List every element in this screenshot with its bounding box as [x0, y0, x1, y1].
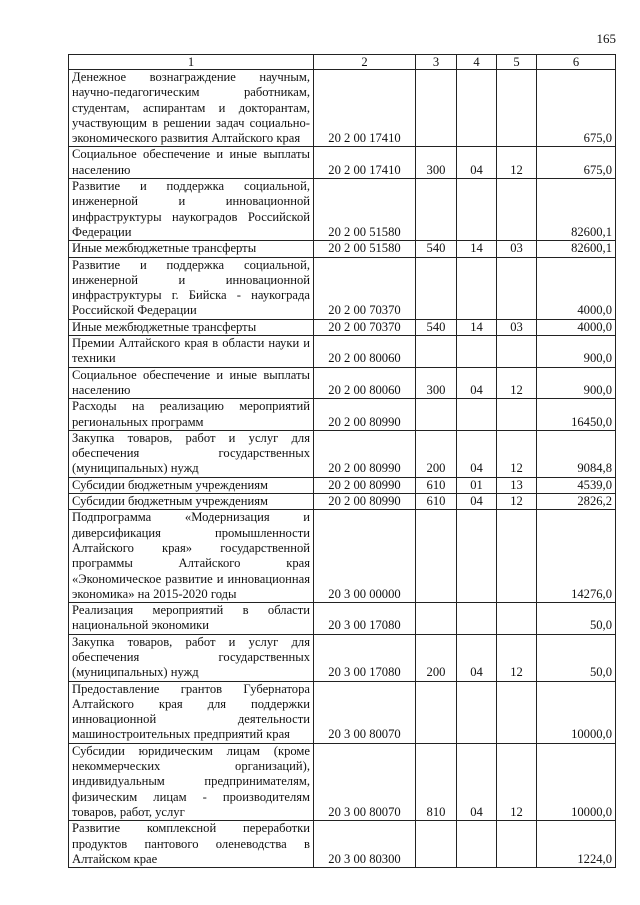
- table-header: [69, 55, 616, 70]
- target-code: 20 2 00 17410: [314, 70, 416, 147]
- header-col-2: 2: [314, 55, 416, 70]
- section-code: 04: [457, 147, 497, 179]
- amount: 9084,8: [537, 430, 616, 477]
- amount: 675,0: [537, 70, 616, 147]
- section-code: [457, 257, 497, 319]
- subsection-code: [497, 603, 537, 635]
- expense-type: 540: [416, 241, 457, 257]
- target-code: 20 2 00 51580: [314, 241, 416, 257]
- table-row: [69, 477, 616, 493]
- expense-type: [416, 257, 457, 319]
- item-name: Денежное вознаграждение научным, научно-педагогическим работникам, студентам, аспирантам и докторантам, участвующим в решении задач социально-экономического развития Алтайского края: [69, 70, 314, 147]
- page-number: 165: [596, 31, 616, 46]
- table-row: [69, 603, 616, 635]
- target-code: 20 2 00 51580: [314, 179, 416, 241]
- subsection-code: [497, 336, 537, 368]
- expense-type: [416, 821, 457, 868]
- item-name: Социальное обеспечение и иные выплаты населению: [69, 367, 314, 399]
- subsection-code: [497, 821, 537, 868]
- item-name: Субсидии бюджетным учреждениям: [69, 477, 314, 493]
- amount: 1224,0: [537, 821, 616, 868]
- subsection-code: [497, 399, 537, 431]
- section-code: 04: [457, 634, 497, 681]
- budget-table: [68, 54, 616, 868]
- subsection-code: 12: [497, 430, 537, 477]
- section-code: 04: [457, 367, 497, 399]
- expense-type: [416, 336, 457, 368]
- subsection-code: [497, 70, 537, 147]
- subsection-code: [497, 510, 537, 603]
- expense-type: 200: [416, 430, 457, 477]
- table-row: [69, 70, 616, 147]
- item-name: Развитие комплексной переработки продуктов пантового оленеводства в Алтайском крае: [69, 821, 314, 868]
- header-row: [69, 55, 616, 70]
- expense-type: 610: [416, 477, 457, 493]
- section-code: 01: [457, 477, 497, 493]
- item-name: Развитие и поддержка социальной, инженерной и инновационной инфраструктуры г. Бийска - наукограда Российской Федерации: [69, 257, 314, 319]
- item-name: Иные межбюджетные трансферты: [69, 241, 314, 257]
- target-code: 20 2 00 80060: [314, 367, 416, 399]
- table-body: [69, 70, 616, 868]
- section-code: 04: [457, 494, 497, 510]
- table-row: [69, 399, 616, 431]
- expense-type: [416, 70, 457, 147]
- table-row: [69, 367, 616, 399]
- amount: 14276,0: [537, 510, 616, 603]
- expense-type: 810: [416, 743, 457, 820]
- amount: 50,0: [537, 634, 616, 681]
- header-col-3: 3: [416, 55, 457, 70]
- amount: 82600,1: [537, 179, 616, 241]
- amount: 4000,0: [537, 319, 616, 335]
- expense-type: [416, 681, 457, 743]
- item-name: Закупка товаров, работ и услуг для обеспечения государственных (муниципальных) нужд: [69, 634, 314, 681]
- table-row: [69, 319, 616, 335]
- section-code: [457, 399, 497, 431]
- item-name: Субсидии юридическим лицам (кроме некоммерческих организаций), индивидуальным предпринимателям, физическим лицам - производителям товаров, работ, услуг: [69, 743, 314, 820]
- section-code: 04: [457, 743, 497, 820]
- section-code: [457, 336, 497, 368]
- section-code: 14: [457, 319, 497, 335]
- table-row: [69, 257, 616, 319]
- subsection-code: [497, 179, 537, 241]
- expense-type: 610: [416, 494, 457, 510]
- header-col-5: 5: [497, 55, 537, 70]
- target-code: 20 2 00 17410: [314, 147, 416, 179]
- table-row: [69, 510, 616, 603]
- subsection-code: 12: [497, 367, 537, 399]
- amount: 4539,0: [537, 477, 616, 493]
- expense-type: 300: [416, 367, 457, 399]
- item-name: Расходы на реализацию мероприятий региональных программ: [69, 399, 314, 431]
- target-code: 20 3 00 80070: [314, 681, 416, 743]
- target-code: 20 2 00 70370: [314, 257, 416, 319]
- table-row: [69, 634, 616, 681]
- amount: 50,0: [537, 603, 616, 635]
- expense-type: 300: [416, 147, 457, 179]
- target-code: 20 2 00 80990: [314, 477, 416, 493]
- item-name: Премии Алтайского края в области науки и техники: [69, 336, 314, 368]
- table-row: [69, 179, 616, 241]
- target-code: 20 3 00 17080: [314, 603, 416, 635]
- amount: 10000,0: [537, 743, 616, 820]
- amount: 675,0: [537, 147, 616, 179]
- target-code: 20 2 00 80990: [314, 430, 416, 477]
- target-code: 20 3 00 00000: [314, 510, 416, 603]
- section-code: [457, 681, 497, 743]
- header-col-1: 1: [69, 55, 314, 70]
- item-name: Социальное обеспечение и иные выплаты населению: [69, 147, 314, 179]
- table-row: [69, 241, 616, 257]
- table-row: [69, 430, 616, 477]
- table-row: [69, 147, 616, 179]
- item-name: Реализация мероприятий в области национальной экономики: [69, 603, 314, 635]
- amount: 82600,1: [537, 241, 616, 257]
- expense-type: 200: [416, 634, 457, 681]
- amount: 16450,0: [537, 399, 616, 431]
- item-name: Развитие и поддержка социальной, инженерной и инновационной инфраструктуры наукоградов Российской Федерации: [69, 179, 314, 241]
- subsection-code: [497, 681, 537, 743]
- item-name: Закупка товаров, работ и услуг для обеспечения государственных (муниципальных) нужд: [69, 430, 314, 477]
- subsection-code: 03: [497, 319, 537, 335]
- target-code: 20 3 00 17080: [314, 634, 416, 681]
- amount: 4000,0: [537, 257, 616, 319]
- amount: 900,0: [537, 336, 616, 368]
- subsection-code: 12: [497, 147, 537, 179]
- item-name: Предоставление грантов Губернатора Алтайского края для поддержки инновационной деятельности машиностроительных предприятий края: [69, 681, 314, 743]
- subsection-code: 12: [497, 743, 537, 820]
- subsection-code: 12: [497, 634, 537, 681]
- expense-type: [416, 399, 457, 431]
- subsection-code: 12: [497, 494, 537, 510]
- table-row: [69, 336, 616, 368]
- subsection-code: 13: [497, 477, 537, 493]
- amount: 900,0: [537, 367, 616, 399]
- target-code: 20 2 00 80060: [314, 336, 416, 368]
- target-code: 20 2 00 80990: [314, 399, 416, 431]
- expense-type: [416, 510, 457, 603]
- section-code: [457, 821, 497, 868]
- section-code: 14: [457, 241, 497, 257]
- item-name: Подпрограмма «Модернизация и диверсификация промышленности Алтайского края» государственной программы Алтайского края «Экономическое развитие и инновационная экономика» на 2015-2020 годы: [69, 510, 314, 603]
- target-code: 20 3 00 80070: [314, 743, 416, 820]
- section-code: [457, 179, 497, 241]
- table-row: [69, 743, 616, 820]
- table-row: [69, 494, 616, 510]
- amount: 10000,0: [537, 681, 616, 743]
- item-name: Субсидии бюджетным учреждениям: [69, 494, 314, 510]
- subsection-code: [497, 257, 537, 319]
- amount: 2826,2: [537, 494, 616, 510]
- table-row: [69, 821, 616, 868]
- header-col-4: 4: [457, 55, 497, 70]
- header-col-6: 6: [537, 55, 616, 70]
- target-code: 20 2 00 70370: [314, 319, 416, 335]
- expense-type: [416, 603, 457, 635]
- section-code: [457, 603, 497, 635]
- expense-type: [416, 179, 457, 241]
- expense-type: 540: [416, 319, 457, 335]
- section-code: 04: [457, 430, 497, 477]
- table-row: [69, 681, 616, 743]
- section-code: [457, 70, 497, 147]
- target-code: 20 2 00 80990: [314, 494, 416, 510]
- item-name: Иные межбюджетные трансферты: [69, 319, 314, 335]
- target-code: 20 3 00 80300: [314, 821, 416, 868]
- section-code: [457, 510, 497, 603]
- subsection-code: 03: [497, 241, 537, 257]
